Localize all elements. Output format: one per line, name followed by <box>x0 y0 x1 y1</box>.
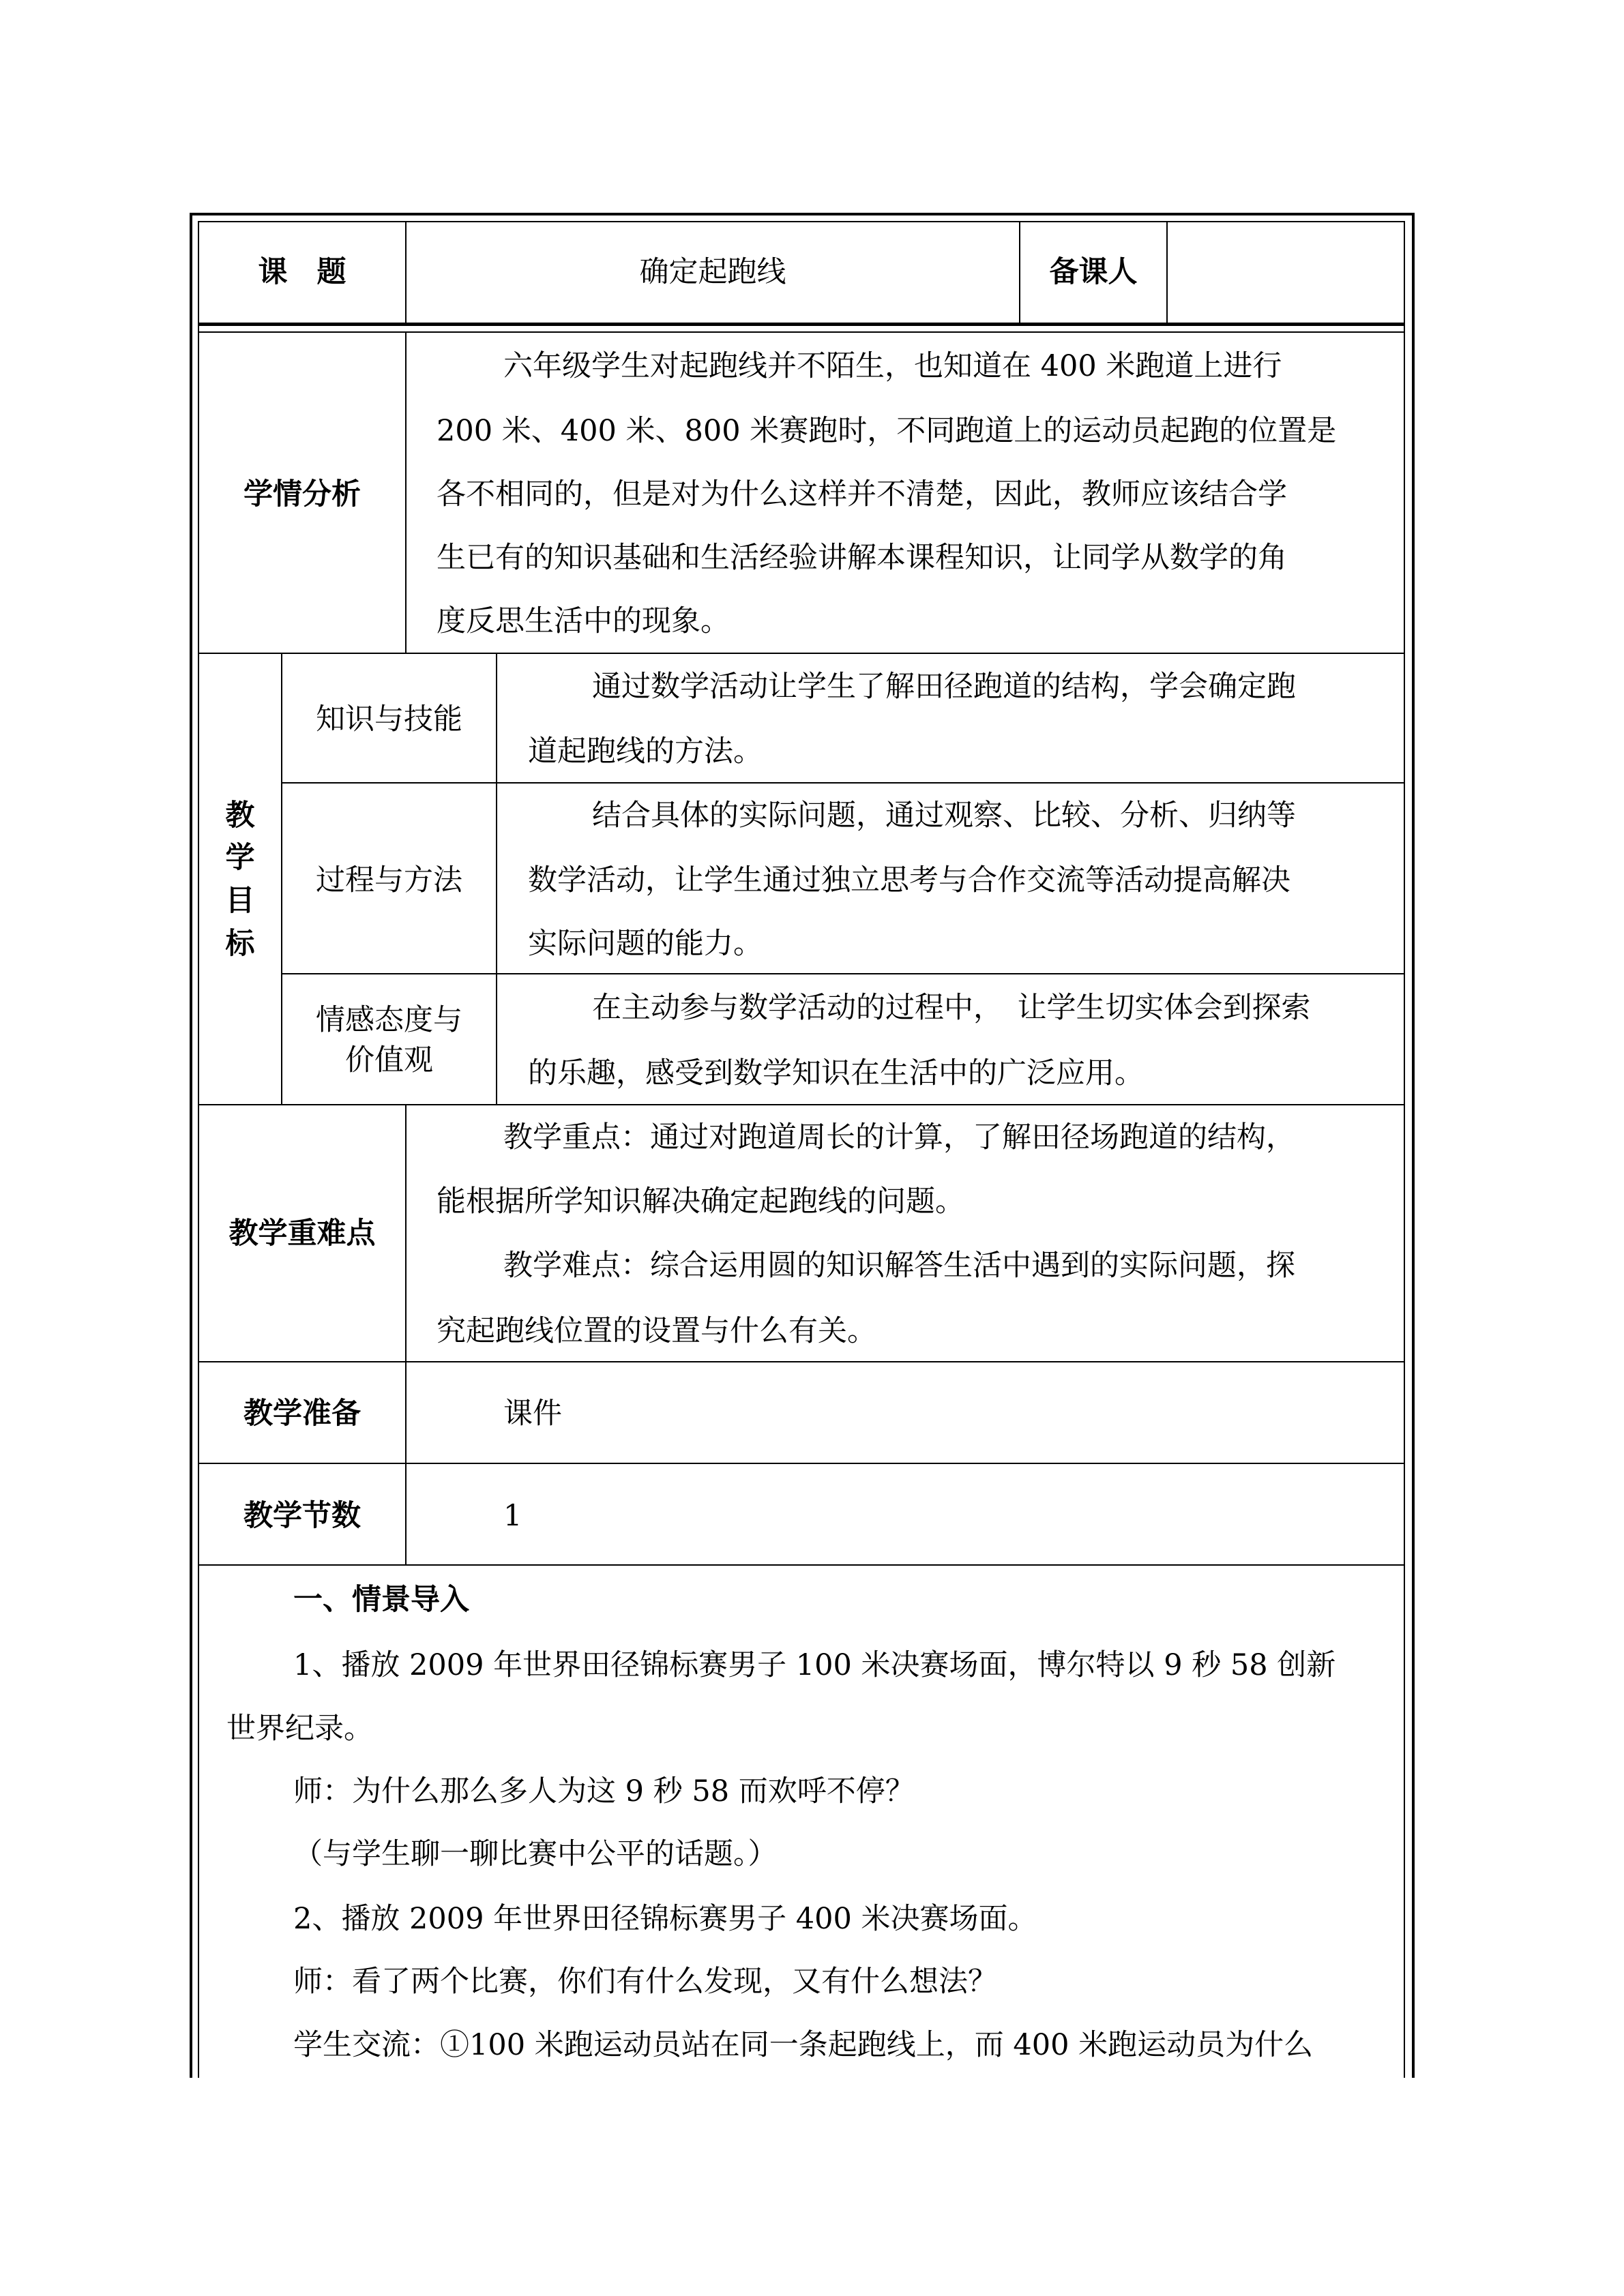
process-line-2: 数学活动，让学生通过独立思考与合作交流等活动提高解决 <box>528 863 1290 897</box>
analysis-line-3: 各不相同的，但是对为什么这样并不清楚，因此，教师应该结合学 <box>437 477 1287 511</box>
body-line-6: 师：看了两个比赛，你们有什么发现，又有什么想法？ <box>293 1965 997 1999</box>
body-line-1: 1、播放 2009 年世界田径锦标赛男子 100 米决赛场面，博尔特以 9 秒 58 创新 <box>293 1648 1336 1682</box>
body-line-2: 世界纪录。 <box>226 1712 373 1746</box>
body-line-3: 师：为什么那么多人为这 9 秒 58 而欢呼不停？ <box>293 1774 915 1808</box>
col-rule-header-3 <box>1166 221 1168 325</box>
objectives-label-char-3: 目 <box>225 884 255 918</box>
row-rule-objectives <box>198 1104 1405 1105</box>
preparation-label: 教学准备 <box>243 1397 361 1431</box>
periods-label: 教学节数 <box>243 1499 361 1533</box>
header-rule-1 <box>198 323 1405 326</box>
body-line-5: 2、播放 2009 年世界田径锦标赛男子 400 米决赛场面。 <box>293 1902 1037 1936</box>
keypoints-line-1: 教学重点：通过对跑道周长的计算，了解田径场跑道的结构， <box>503 1120 1295 1154</box>
inner-border-right <box>1404 221 1405 2078</box>
keypoints-line-3: 教学难点：综合运用圆的知识解答生活中遇到的实际问题，探 <box>503 1249 1295 1283</box>
col-rule-lower <box>405 1105 407 1565</box>
col-rule-objectives-2 <box>496 653 497 1105</box>
outer-border-right <box>1412 213 1415 2078</box>
process-line-1: 结合具体的实际问题，通过观察、比较、分析、归纳等 <box>592 799 1296 833</box>
objectives-label-char-4: 标 <box>225 927 255 961</box>
inner-border-top <box>198 221 1405 222</box>
keypoints-label: 教学重难点 <box>228 1217 376 1251</box>
objectives-label-char-1: 教 <box>225 799 255 833</box>
col-rule-analysis <box>405 333 407 653</box>
keypoints-line-2: 能根据所学知识解决确定起跑线的问题。 <box>437 1184 964 1219</box>
knowledge-line-1: 通过数学活动让学生了解田径跑道的结构，学会确定跑 <box>592 670 1296 704</box>
subject-label: 课 题 <box>258 255 346 289</box>
emotion-label-line-1: 情感态度与 <box>316 1003 462 1037</box>
analysis-label: 学情分析 <box>243 477 361 511</box>
knowledge-line-2: 道起跑线的方法。 <box>528 734 763 769</box>
outer-border-top <box>190 213 1415 215</box>
analysis-line-4: 生已有的知识基础和生活经验讲解本课程知识，让同学从数学的角 <box>437 541 1287 575</box>
row-rule-analysis <box>198 653 1405 654</box>
body-line-7: 学生交流：①100 米跑运动员站在同一条起跑线上，而 400 米跑运动员为什么 <box>293 2028 1314 2062</box>
subject-value: 确定起跑线 <box>639 255 786 289</box>
row-rule-knowledge <box>281 782 1405 784</box>
row-rule-preparation <box>198 1463 1405 1464</box>
row-rule-process <box>281 973 1405 974</box>
emotion-label-line-2: 价值观 <box>345 1043 433 1077</box>
preparation-value: 课件 <box>503 1397 562 1431</box>
knowledge-label: 知识与技能 <box>316 702 462 736</box>
row-rule-keypoints <box>198 1361 1405 1362</box>
outer-border-left <box>190 213 192 2078</box>
header-rule-2 <box>198 331 1405 333</box>
analysis-line-2: 200 米、400 米、800 米赛跑时，不同跑道上的运动员起跑的位置是 <box>437 414 1337 448</box>
body-line-4: （与学生聊一聊比赛中公平的话题。） <box>293 1837 778 1871</box>
emotion-line-2: 的乐趣，感受到数学知识在生活中的广泛应用。 <box>528 1056 1144 1090</box>
analysis-line-5: 度反思生活中的现象。 <box>437 604 730 638</box>
preparer-label: 备课人 <box>1049 255 1138 289</box>
objectives-label-char-2: 学 <box>225 841 255 875</box>
analysis-line-1: 六年级学生对起跑线并不陌生，也知道在 400 米跑道上进行 <box>503 349 1282 383</box>
process-line-3: 实际问题的能力。 <box>528 927 763 961</box>
keypoints-line-4: 究起跑线位置的设置与什么有关。 <box>437 1314 876 1348</box>
process-label: 过程与方法 <box>316 863 462 897</box>
row-rule-periods <box>198 1564 1405 1566</box>
emotion-line-1: 在主动参与数学活动的过程中， 让学生切实体会到探索 <box>592 991 1311 1025</box>
periods-value: 1 <box>503 1499 522 1533</box>
section-heading: 一、情景导入 <box>293 1583 469 1617</box>
